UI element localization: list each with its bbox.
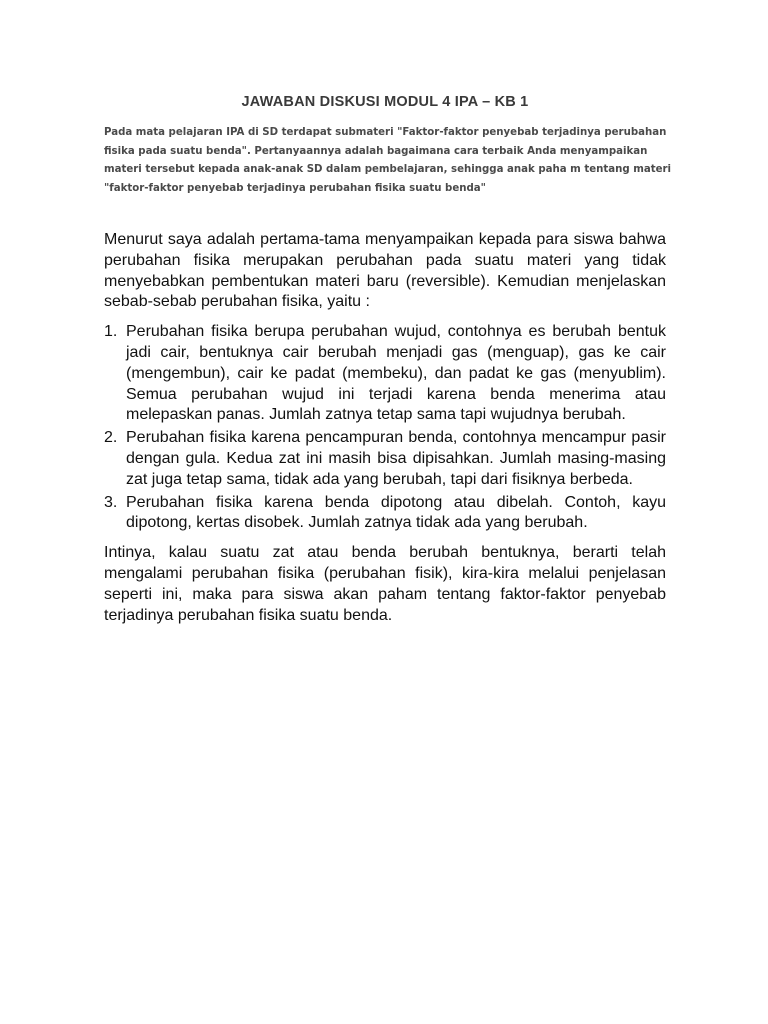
document-title: JAWABAN DISKUSI MODUL 4 IPA – KB 1 [241, 94, 529, 110]
intro-paragraph: Menurut saya adalah pertama-tama menyampaikan kepada para siswa bahwa perubahan fisika merupakan perubahan pada suatu materi yang tidak menyebabkan pembentukan materi baru (reversible). Kemudian menjelaskan sebab-sebab perubahan fisika, yaitu : [104, 231, 666, 311]
list-item [104, 493, 666, 535]
list-item-text: Perubahan fisika karena pencampuran benda, contohnya mencampur pasir dengan gula. Kedua zat ini masih bisa dipisahkan. Jumlah masing-masing zat juga tetap sama, tidak ada yang berubah, tapi dari fisiknya berbeda. [126, 429, 666, 488]
closing-paragraph: Intinya, kalau suatu zat atau benda berubah bentuknya, berarti telah mengalami perubahan fisika (perubahan fisik), kira-kira melalui penjelasan seperti ini, maka para siswa akan paham tentang faktor-faktor penyebab terjadinya perubahan fisika suatu benda. [104, 544, 666, 624]
list-item-text: Perubahan fisika karena benda dipotong atau dibelah. Contoh, kayu dipotong, kertas disobek. Jumlah zatnya tidak ada yang berubah. [126, 493, 666, 532]
list-item-text: Perubahan fisika berupa perubahan wujud, contohnya es berubah bentuk jadi cair, bentuknya cair berubah menjadi gas (menguap), gas ke cair (mengembun), cair ke padat (membeku), dan padat ke gas (menyublim). Semua perubahan wujud ini terjadi karena benda menerima atau melepaskan panas. Jumlah zatnya tetap sama tapi wujudnya berubah. [126, 323, 666, 424]
question-line: Pada mata pelajaran IPA di SD terdapat submateri "Faktor-faktor penyebab terjadinya perubahan [104, 127, 667, 138]
list-item-number: 2. [104, 429, 118, 447]
reasons-list [104, 322, 666, 534]
question-line: materi tersebut kepada anak-anak SD dalam pembelajaran, sehingga anak paha m tentang materi [104, 164, 672, 175]
answer-body [104, 230, 666, 626]
list-item [104, 428, 666, 490]
question-line: "faktor-faktor penyebab terjadinya perubahan fisika suatu benda" [104, 182, 486, 194]
question-prompt [104, 124, 674, 198]
question-line: fisika pada suatu benda". Pertanyaannya adalah bagaimana cara terbaik Anda menyampaikan [104, 145, 648, 157]
list-item [104, 322, 666, 426]
list-item-number: 3. [104, 493, 118, 511]
list-item-number: 1. [104, 323, 118, 341]
